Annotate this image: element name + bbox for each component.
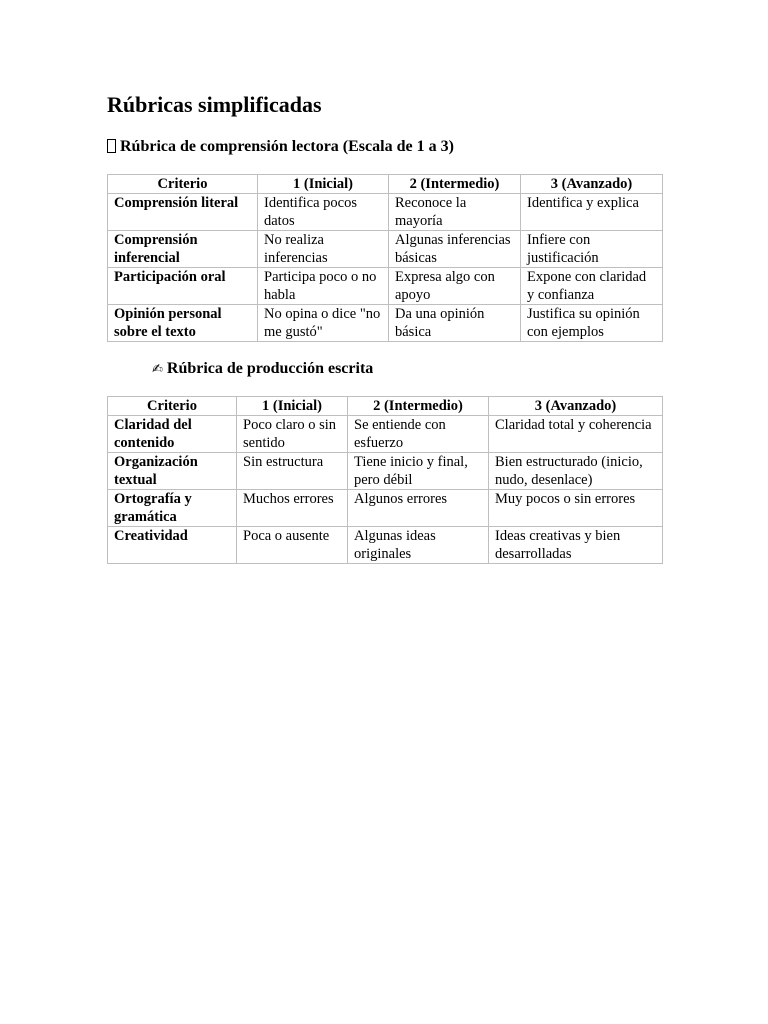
table-cell: Algunos errores (348, 490, 489, 527)
criterion-cell: Participación oral (108, 268, 258, 305)
table-row (108, 527, 663, 564)
table-row (108, 268, 663, 305)
table-cell: Muy pocos o sin errores (489, 490, 663, 527)
table-header-row (108, 397, 663, 416)
table-cell: Justifica su opinión con ejemplos (521, 305, 663, 342)
section-heading-text: Rúbrica de comprensión lectora (Escala de 1 a 3) (120, 138, 454, 155)
table-cell: Identifica y explica (521, 194, 663, 231)
table-cell: Ideas creativas y bien desarrolladas (489, 527, 663, 564)
criterion-cell: Claridad del contenido (108, 416, 237, 453)
table-cell: Se entiende con esfuerzo (348, 416, 489, 453)
writing-rubric-table (107, 396, 663, 564)
table-cell: Muchos errores (237, 490, 348, 527)
section-heading-writing (152, 359, 373, 380)
table-cell: Expone con claridad y confianza (521, 268, 663, 305)
section-heading-text: Rúbrica de producción escrita (166, 360, 374, 377)
criterion-cell: Ortografía y gramática (108, 490, 237, 527)
table-cell: Sin estructura (237, 453, 348, 490)
column-header: 2 (Intermedio) (389, 175, 521, 194)
table-cell: Infiere con justificación (521, 231, 663, 268)
table-row (108, 453, 663, 490)
table-header-row (108, 175, 663, 194)
column-header: 1 (Inicial) (258, 175, 389, 194)
table-cell: Tiene inicio y final, pero débil (348, 453, 489, 490)
table-cell: Expresa algo con apoyo (389, 268, 521, 305)
column-header: Criterio (108, 175, 258, 194)
criterion-cell: Comprensión literal (108, 194, 258, 231)
criterion-cell: Creatividad (108, 527, 237, 564)
table-cell: Bien estructurado (inicio, nudo, desenlace) (489, 453, 663, 490)
reading-rubric-table (107, 174, 663, 342)
table-cell: No opina o dice "no me gustó" (258, 305, 389, 342)
table-cell: Algunas ideas originales (348, 527, 489, 564)
table-cell: Algunas inferencias básicas (389, 231, 521, 268)
writing-hand-icon: ✍ (152, 362, 163, 377)
table-cell: Claridad total y coherencia (489, 416, 663, 453)
criterion-cell: Opinión personal sobre el texto (108, 305, 258, 342)
table-row (108, 194, 663, 231)
column-header: 3 (Avanzado) (521, 175, 663, 194)
table-cell: Poco claro o sin sentido (237, 416, 348, 453)
criterion-cell: Organización textual (108, 453, 237, 490)
column-header: 3 (Avanzado) (489, 397, 663, 416)
column-header: 1 (Inicial) (237, 397, 348, 416)
table-row (108, 231, 663, 268)
table-row (108, 490, 663, 527)
table-cell: No realiza inferencias (258, 231, 389, 268)
table-row (108, 305, 663, 342)
table-cell: Identifica pocos datos (258, 194, 389, 231)
page-title: Rúbricas simplificadas (107, 92, 322, 117)
column-header: Criterio (108, 397, 237, 416)
table-row (108, 416, 663, 453)
table-cell: Poca o ausente (237, 527, 348, 564)
table-cell: Participa poco o no habla (258, 268, 389, 305)
table-cell: Reconoce la mayoría (389, 194, 521, 231)
column-header: 2 (Intermedio) (348, 397, 489, 416)
section-heading-reading (107, 137, 454, 157)
book-icon (107, 139, 116, 153)
table-cell: Da una opinión básica (389, 305, 521, 342)
criterion-cell: Comprensión inferencial (108, 231, 258, 268)
